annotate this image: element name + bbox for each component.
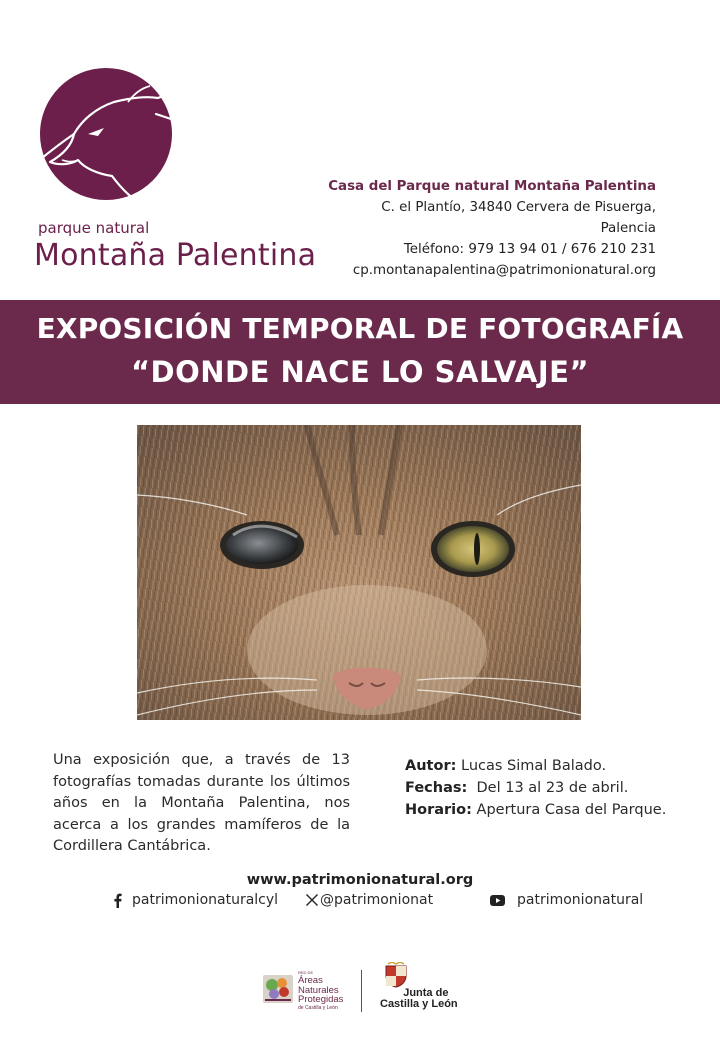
logo-divider [361,970,362,1012]
contact-address-1: C. el Plantío, 34840 Cervera de Pisuerga, [381,200,656,215]
footer-logos [262,958,462,1014]
hours-value: Apertura Casa del Parque. [476,802,667,818]
hours-line [405,799,666,821]
contact-phone: Teléfono: 979 13 94 01 / 676 210 231 [403,242,656,257]
banner-subtitle: “DONDE NACE LO SALVAJE” [130,355,590,389]
exhibition-description: Una exposición que, a través de 13 fotografías tomadas durante los últimos años en la Montaña Palentina, nos acerca a los grandes mamíferos de la Cordillera Cantábrica. [53,752,350,854]
contact-email[interactable]: cp.montanapalentina@patrimonionatural.org [352,263,656,278]
x-handle: @patrimonionat [320,892,434,908]
logo-subtitle: parque natural [38,219,150,237]
author-label: Autor: [405,758,457,774]
facebook-icon [113,893,122,908]
logo-title: Montaña Palentina [34,238,317,273]
jcyl-line-2: Castilla y León [380,998,458,1010]
x-link[interactable] [306,892,433,908]
anp-line-3: Protegidas [298,994,344,1005]
protected-areas-text [298,976,343,1005]
dates-line [405,777,666,799]
anp-small: RED DE [298,970,314,975]
exhibition-details [405,755,666,821]
dates-value: Del 13 al 23 de abril. [476,780,629,796]
title-banner [0,300,720,404]
anp-line-2: Naturales [298,984,339,996]
contact-address-2: Palencia [600,221,656,236]
contact-org: Casa del Parque natural Montaña Palentina [328,179,656,194]
contact-block [296,176,656,281]
junta-castilla-leon-text [380,988,458,1010]
facebook-link[interactable] [113,892,278,908]
youtube-handle: patrimonionatural [517,892,644,908]
jcyl-line-1: Junta de [403,987,449,999]
website-link[interactable]: www.patrimonionatural.org [246,872,474,888]
author-line [405,755,666,777]
anp-bottom: de Castilla y León [298,1005,338,1011]
wildcat-photo [137,425,581,720]
hours-label: Horario: [405,802,472,818]
protected-areas-logo-icon [262,972,294,1006]
youtube-link[interactable] [490,892,643,908]
dates-label: Fechas: [405,780,468,796]
author-value: Lucas Simal Balado. [461,758,607,774]
park-logo-icon [38,64,208,209]
x-icon [306,894,318,906]
castilla-y-leon-shield-icon [384,962,408,988]
youtube-icon [490,895,505,906]
anp-line-1: Áreas [298,975,323,986]
banner-title: EXPOSICIÓN TEMPORAL DE FOTOGRAFÍA [36,312,684,345]
facebook-handle: patrimonionaturalcyl [132,892,279,908]
